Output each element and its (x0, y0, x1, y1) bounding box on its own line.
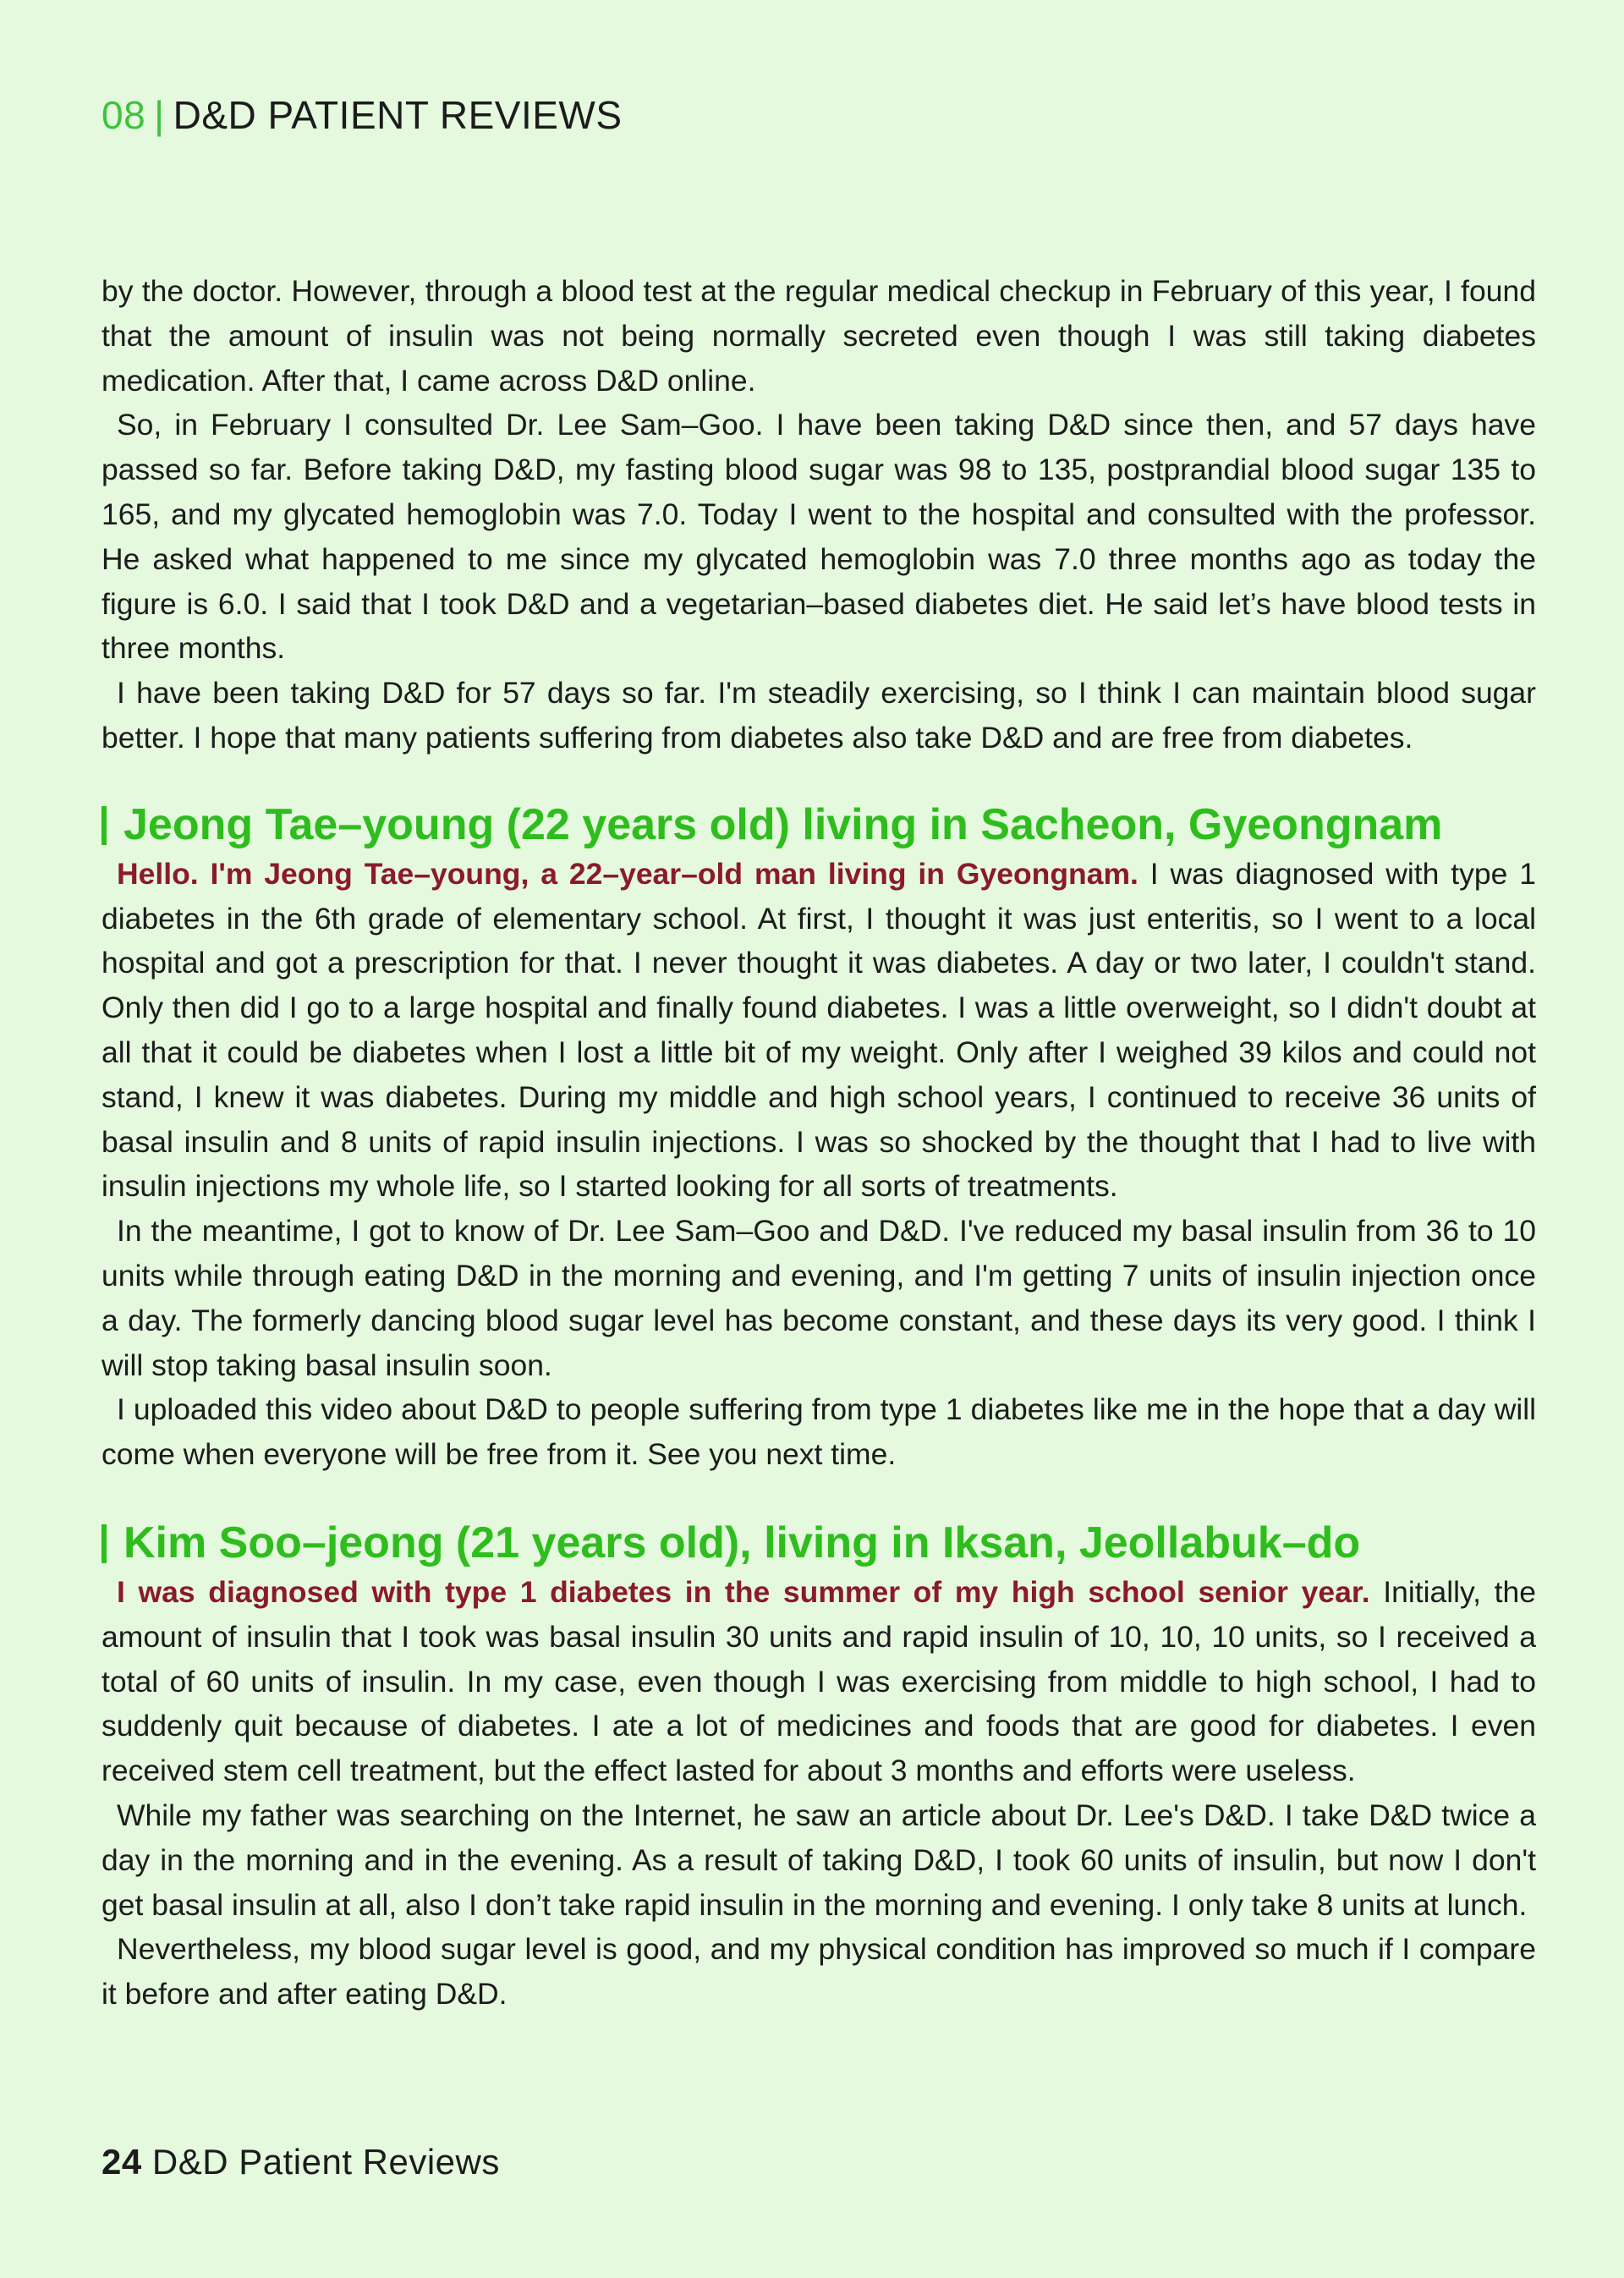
review-lead-rest: I was diagnosed with type 1 diabetes in the 6th grade of elementary school. At first, I thought it was just enteritis, so I went to a local hospital and got a prescription for that. I never thought it was diabetes. A day or two later, I couldn't stand. Only then did I go to a large hospital and finally found diabetes. I was a little overweight, so I didn't doubt at all that it could be diabetes when I lost a little bit of my weight. Only after I weighed 39 kilos and could not stand, I knew it was diabetes. During my middle and high school years, I continued to receive 36 units of basal insulin and 8 units of rapid insulin injections. I was so shocked by the thought that I had to live with insulin injections my whole life, so I started looking for all sorts of treatments. (102, 856, 1536, 1204)
page-number: 24 (102, 2142, 142, 2182)
header-separator: | (154, 93, 165, 137)
review-paragraph: In the meantime, I got to know of Dr. Lee Sam–Goo and D&D. I've reduced my basal insulin from 36 to 10 units while through eating D&D in the morning and evening, and I'm getting 7 units of insulin injection once a day. The formerly dancing blood sugar level has become constant, and these days its very good. I think I will stop taking basal insulin soon. (102, 1214, 1536, 1382)
review-lead-sentence: Hello. I'm Jeong Tae–young, a 22–year–old man living in Gyeongnam. (117, 856, 1138, 891)
intro-paragraph: So, in February I consulted Dr. Lee Sam–Goo. I have been taking D&D since then, and 57 days have passed so far. Before taking D&D, my fasting blood sugar was 98 to 135, postprandial blood sugar 135 to 165, and my glycated hemoglobin was 7.0. Today I went to the hospital and consulted with the professor. He asked what happened to me since my glycated hemoglobin was 7.0 three months ago as today the figure is 6.0. I said that I took D&D and a vegetarian–based diabetes diet. He said let’s have blood tests in three months. (102, 408, 1536, 666)
intro-paragraph: I have been taking D&D for 57 days so far. I'm steadily exercising, so I think I can maintain blood sugar better. I hope that many patients suffering from diabetes also take D&D and are free from diabetes. (102, 676, 1536, 755)
review-paragraph: While my father was searching on the Internet, he saw an article about Dr. Lee's D&D. I take D&D twice a day in the morning and in the evening. As a result of taking D&D, I took 60 units of insulin, but now I don't get basal insulin at all, also I don’t take rapid insulin in the morning and evening. I only take 8 units at lunch. (102, 1798, 1536, 1922)
review-paragraph: Nevertheless, my blood sugar level is good, and my physical condition has improved so much if I compare it before and after eating D&D. (102, 1932, 1536, 2012)
heading-bar (102, 806, 107, 845)
review-paragraph: I uploaded this video about D&D to people suffering from type 1 diabetes like me in the hope that a day will come when everyone will be free from it. See you next time. (102, 1392, 1536, 1472)
review-lead-sentence: I was diagnosed with type 1 diabetes in the summer of my high school senior year. (117, 1574, 1370, 1609)
chapter-number: 08 (102, 93, 146, 137)
review-lead-rest: Initially, the amount of insulin that I took was basal insulin 30 units and rapid insulin of 10, 10, 10 units, so I received a total of 60 units of insulin. In my case, even though I was exercising from middle to high school, I had to suddenly quit because of diabetes. I ate a lot of medicines and foods that are good for diabetes. I even received stem cell treatment, but the effect lasted for about 3 months and efforts were useless. (102, 1574, 1536, 1788)
footer-title: D&D Patient Reviews (151, 2142, 500, 2182)
intro-paragraph: by the doctor. However, through a blood test at the regular medical checkup in February of this year, I found that the amount of insulin was not being normally secreted even though I was still taking diabetes medication. After that, I came across D&D online. (102, 274, 1536, 398)
review-heading-text: Kim Soo–jeong (21 years old), living in Iksan, Jeollabuk–do (123, 1518, 1361, 1567)
header-title: D&D PATIENT REVIEWS (173, 93, 623, 137)
review-paragraph (102, 1570, 1536, 1793)
review-heading-kim (102, 1516, 1536, 1570)
review-heading-jeong (102, 798, 1536, 852)
article-body (102, 269, 1536, 2017)
page-header (102, 91, 623, 139)
review-heading-text: Jeong Tae–young (22 years old) living in Sacheon, Gyeongnam (123, 799, 1443, 849)
page-footer (102, 2140, 500, 2184)
review-paragraph (102, 852, 1536, 1209)
heading-bar (102, 1524, 107, 1563)
